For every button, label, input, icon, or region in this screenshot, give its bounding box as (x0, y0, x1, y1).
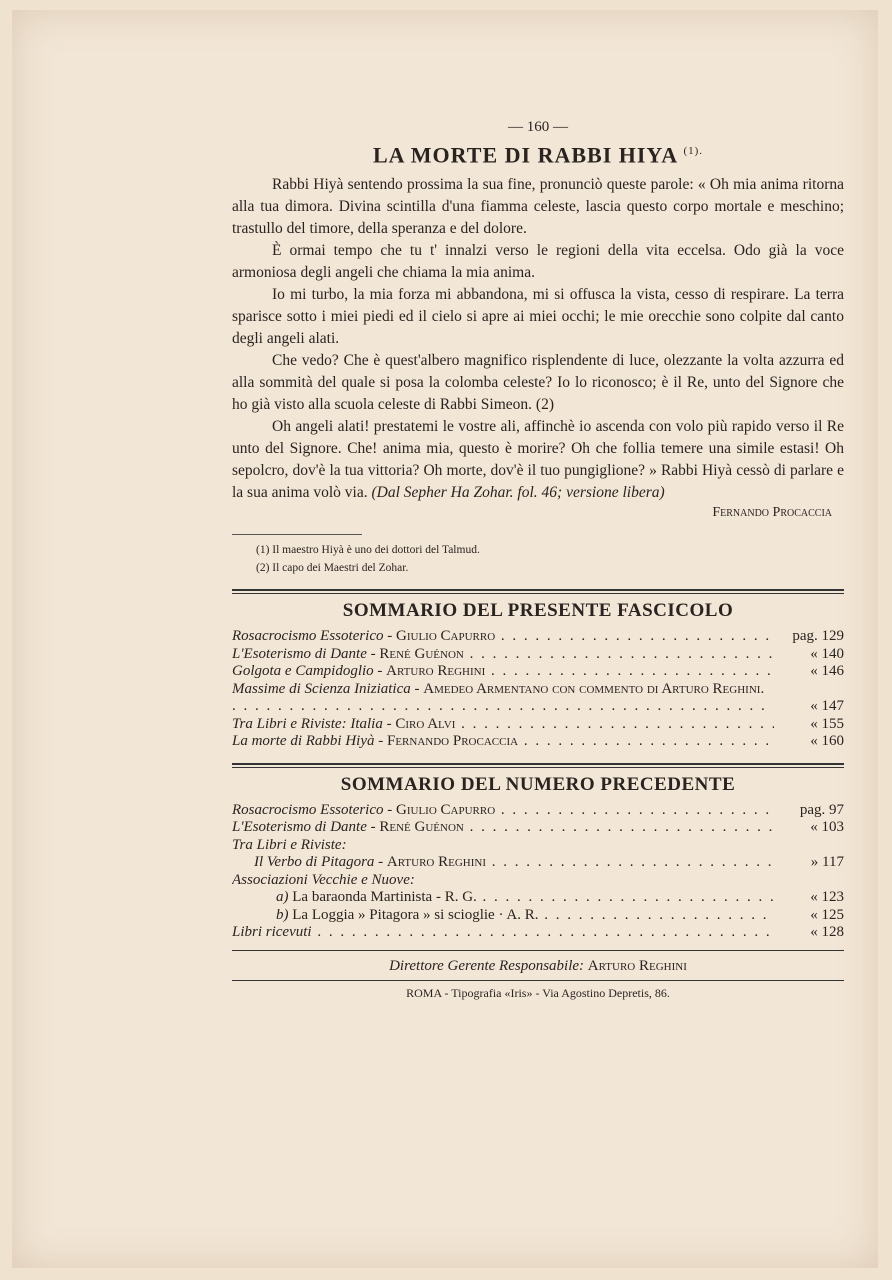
toc-author: Amedeo Armentano con commento di Arturo Reghini. (423, 680, 765, 697)
toc-title: Tra Libri e Riviste: (232, 836, 347, 853)
toc-row (232, 837, 844, 855)
toc-title: Libri ricevuti (232, 924, 312, 941)
toc-title: Rosacrocismo Essoterico (232, 801, 384, 818)
toc-row (232, 646, 844, 664)
toc-author: René Guénon (379, 645, 464, 662)
summary-previous-list (232, 802, 844, 942)
toc-page: « 128 (810, 924, 844, 941)
toc-author: Arturo Reghini (386, 854, 487, 871)
toc-sep: - (382, 715, 396, 732)
footer-divider (232, 950, 844, 951)
toc-author: Giulio Capurro (396, 801, 496, 818)
toc-row (232, 802, 844, 820)
toc-row (232, 819, 844, 837)
printer-imprint: ROMA - Tipografia «Iris» - Via Agostino Depretis, 86. (232, 980, 844, 1004)
toc-sep: - (374, 854, 387, 871)
page-number: — 160 — (508, 119, 568, 135)
toc-title: b) (276, 906, 289, 923)
toc-page: « 147 (810, 698, 844, 715)
toc-title: L'Esoterismo di Dante (232, 645, 367, 662)
article-title-text: LA MORTE DI RABBI HIYA (372, 142, 677, 168)
toc-sep: - (410, 680, 424, 697)
toc-title: Associazioni Vecchie e Nuove: (232, 871, 415, 888)
toc-page (774, 837, 844, 855)
article-paragraph: È ormai tempo che tu t' innalzi verso le regioni della vita eccelsa. Odo già la voce armoniosa degli angeli che chiama la mia anima. (232, 242, 844, 282)
toc-title: Il Verbo di Pitagora (254, 854, 375, 871)
director-line (232, 955, 844, 977)
toc-row (232, 924, 844, 942)
toc-row (232, 733, 844, 751)
footnote: (1) Il maestro Hiyà è uno dei dottori del Talmud. (256, 544, 480, 557)
page-sheet (12, 10, 878, 1268)
toc-row (232, 681, 844, 716)
article-title-note: (1). (683, 145, 704, 157)
toc-author: La Loggia » Pitagora » si scioglie · A. R. (292, 906, 539, 923)
article-citation: (Dal Sepher Ha Zohar. fol. 46; versione libera) (371, 484, 665, 502)
article-title (232, 140, 844, 166)
toc-sep: - (383, 801, 397, 818)
toc-row (232, 872, 844, 890)
footnote: (2) Il capo dei Maestri del Zohar. (256, 562, 409, 575)
toc-title: Golgota e Campidoglio (232, 663, 374, 680)
article-paragraph: Io mi turbo, la mia forza mi abbandona, mi si offusca la vista, cesso di respirare. La terra sparisce sotto i miei piedi ed il cielo si apre ai miei occhi; le mie orecchie sono colpite dal canto degli angeli alati. (232, 286, 844, 348)
article-paragraph-text: Oh angeli alati! prestatemi le vostre ali, affinchè io ascenda con volo più rapido verso il Re unto del Signore. Che! anima mia, questo è morire? Oh che follia temere una simile estasi! Oh sepolcro, dov'è la tua vittoria? Oh morte, dov'è il tuo pungiglione? » Rabbi Hiyà cessò di parlare e la sua anima volò via. (232, 418, 844, 502)
director-label: Direttore Gerente Responsabile: (389, 957, 585, 974)
toc-page: « 140 (810, 645, 844, 662)
toc-page: pag. 97 (799, 801, 844, 818)
toc-sep: - (366, 819, 380, 836)
toc-title: L'Esoterismo di Dante (232, 819, 367, 836)
toc-row (232, 628, 844, 646)
toc-page: « 146 (810, 663, 844, 680)
toc-title: Tra Libri e Riviste: Italia (232, 715, 383, 732)
toc-sep: - (366, 645, 380, 662)
toc-title: Rosacrocismo Essoterico (232, 628, 384, 645)
section-divider (232, 763, 844, 768)
toc-title: a) (276, 889, 289, 906)
toc-page: « 125 (810, 906, 844, 923)
toc-author: Arturo Reghini (386, 663, 486, 680)
director-name: Arturo Reghini (587, 957, 687, 974)
toc-page: « 160 (810, 733, 844, 750)
toc-row (232, 663, 844, 681)
toc-sep: - (383, 628, 397, 645)
toc-title: La morte di Rabbi Hiyà (232, 733, 375, 750)
toc-author: René Guénon (379, 819, 464, 836)
toc-page: « 155 (810, 715, 844, 732)
page-content (232, 116, 844, 1004)
toc-title: Massime di Scienza Iniziatica (232, 680, 411, 697)
toc-author: Ciro Alvi (395, 715, 456, 732)
summary-previous-heading: SOMMARIO DEL NUMERO PRECEDENTE (340, 773, 736, 795)
toc-row (232, 907, 844, 925)
toc-page: « 103 (810, 819, 844, 836)
section-divider (232, 589, 844, 594)
toc-author: La baraonda Martinista - R. G. (292, 889, 477, 906)
toc-page: » 117 (810, 854, 844, 871)
toc-page: pag. 129 (792, 628, 844, 645)
toc-sep: - (373, 663, 387, 680)
article-author: Fernando Procaccia (712, 505, 832, 521)
toc-sep: - (374, 733, 387, 750)
footnote-divider (232, 534, 362, 535)
article-paragraph: Che vedo? Che è quest'albero magnifico risplendente di luce, olezzante la volta azzurra ed alla sommità del quale si posa la colomba celeste? Io lo riconosco; è il Re, unto del Signore che ho già visto alla scuola celeste di Rabbi Simeon. (2) (232, 352, 844, 414)
toc-row (232, 889, 844, 907)
article-paragraph-last (232, 416, 844, 504)
toc-author: Giulio Capurro (396, 628, 496, 645)
summary-current-heading: SOMMARIO DEL PRESENTE FASCICOLO (342, 600, 734, 622)
summary-current-list (232, 628, 844, 751)
toc-row (232, 716, 844, 734)
toc-page: « 123 (810, 889, 844, 906)
toc-row (232, 854, 844, 872)
article-paragraph: Rabbi Hiyà sentendo prossima la sua fine, pronunciò queste parole: « Oh mia anima ritorna alla tua dimora. Divina scintilla d'una fiamma celeste, lascia questo corpo mortale e meschino; trastullo del timore, della speranza e del dolore. (232, 176, 844, 238)
toc-page (774, 872, 844, 890)
toc-author: Fernando Procaccia (387, 733, 519, 750)
